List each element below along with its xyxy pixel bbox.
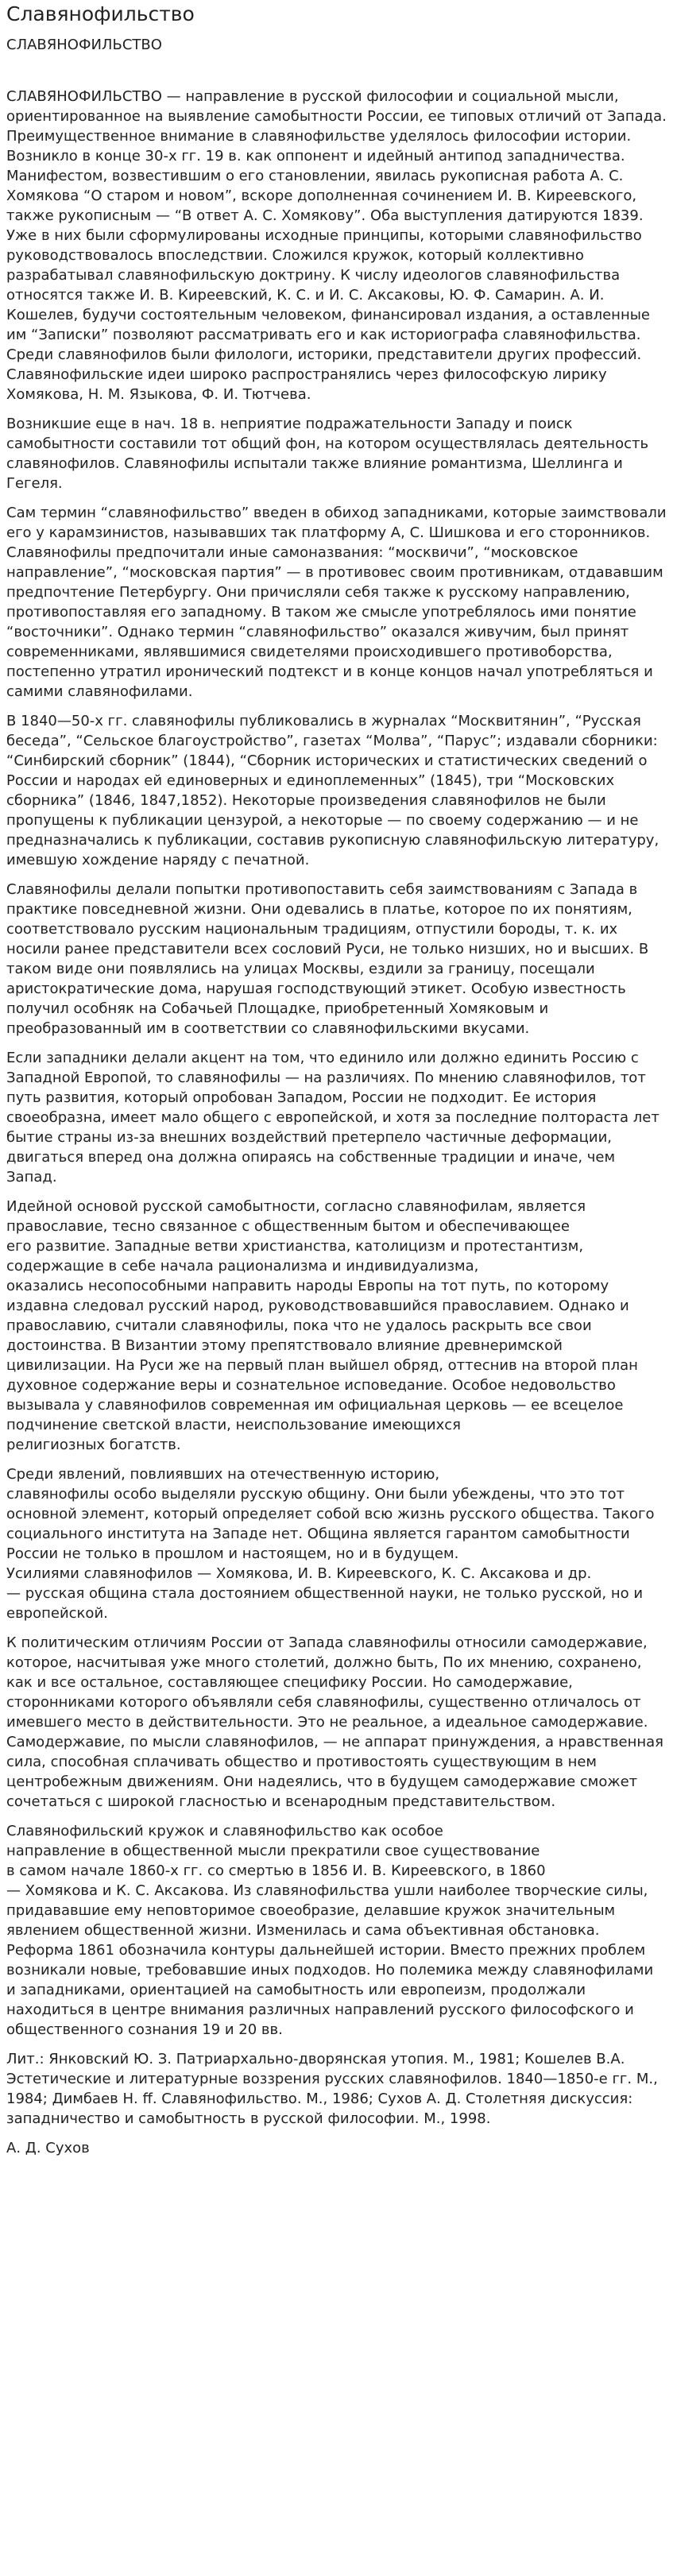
article-paragraph: Идейной основой русской самобытности, согласно славянофилам, является православие, тесно связанное с общественным бытом и обеспечивающее его развитие. Западные ветви христианства, католицизм и протестантизм, содержащие в себе начала рационализма и индивидуализма, оказались несопособными направить народы Европы на тот путь, по которому издавна следовал русский народ, руководствовавшийся православием. Однако и православию, считали славянофилы, пока что не удалось раскрыть все свои достоинства. В Византии этому препятствовало влияние древнеримской цивилизации. На Руси же на первый план выйшел обряд, оттеснив на второй план духовное содержание веры и сознательное исповедание. Особое недовольство вызывала у славянофилов современная им официальная церковь — ее всецелое подчинение светской власти, неиспользование имеющихся религиозных богатств. xyxy=(6,1197,638,1453)
article-paragraph: Сам термин “славянофильство” введен в обиход западниками, которые заимствовали его у карамзинистов, называвших так платформу А, С. Шишкова и его сторонников. Славянофилы предпочитали иные самоназвания: “москвичи”, “московское направление”, “московская партия” — в противовес своим противникам, отдававшим предпочтение Петербургу. Они причисляли себя также к русскому направлению, противопоставляя его западному. В таком же смысле употреблялось ими понятие “восточники”. Однако термин “славянофильство” оказался живучим, был принят современниками, являвшимися свидетелями происходившего противоборства, постепенно утратил иронический подтекст и в конце концов начал употребляться и самими славянофилами. xyxy=(6,504,667,700)
article-paragraph: СЛАВЯНОФИЛЬСТВО — направление в русской философии и социальной мысли, ориентированное на выявление самобытности России, ее типовых отличий от Запада. Преимущественное внимание в славянофильстве уделялось философии истории. Возникло в конце 30-х гг. 19 в. как оппонент и идейный антипод западничества. Манифестом, возвестившим о его становлении, явилась рукописная работа А. С. Хомякова “О старом и новом”, вскоре дополненная сочинением И. В. Киреевского, также рукописным — “В ответ А. С. Хомякову”. Оба выступления датируются 1839. Уже в них были сформулированы исходные принципы, которыми славянофильство руководствовалось впоследствии. Сложился кружок, который коллективно разрабатывал славянофильскую доктрину. К числу идеологов славянофильства относятся также И. В. Киреевский, К. С. и И. С. Аксаковы, Ю. Ф. Самарин. А. И. Кошелев, будучи состоятельным человеком, финансировал издания, а оставленные им “Записки” позволяют рассматривать его и как историографа славянофильства. Среди славянофилов были филологи, историки, представители других профессий. Славянофильские идеи широко распространялись через философскую лирику Хомякова, Н. М. Языкова, Ф. И. Тютчева. xyxy=(6,87,667,403)
article-paragraph: Среди явлений, повлиявших на отечественную историю, славянофилы особо выделяли русскую общину. Они были убеждены, что это тот основной элемент, который определяет собой всю жизнь русского общества. Такого социального института на Западе нет. Община является гарантом самобытности России не только в прошлом и настоящем, но и в будущем. Усилиями славянофилов — Хомякова, И. В. Киреевского, К. С. Аксакова и др. — русская община стала достоянием общественной науки, не только русской, но и европейской. xyxy=(6,1465,655,1622)
article-subtitle: СЛАВЯНОФИЛЬСТВО xyxy=(6,37,162,54)
article-paragraph: Славянофильский кружок и славянофильство как особое направление в общественной мысли прекратили свое существование в самом начале 1860-х гг. со смертью в 1856 И. В. Киреевского, в 1860 — Хомякова и К. С. Аксакова. Из славянофильства ушли наиболее творческие силы, придававшие ему неповторимое своеобразие, делавшие кружок значительным явлением общественной жизни. Изменилась и сама объективная обстановка. Реформа 1861 обозначила контуры дальнейшей истории. Вместо прежних проблем возникали новые, требовавшие иных подходов. Но полемика между славянофилами и западниками, ориентацией на самобытность или европеизм, продолжали находиться в центре внимания различных направлений русского философского и общественного сознания 19 и 20 вв. xyxy=(6,1822,654,2038)
article-paragraph: Если западники делали акцент на том, что единило или должно единить Россию с Западной Европой, то славянофилы — на различиях. По мнению славянофилов, тот путь развития, который опробован Западом, России не подходит. Ее история своеобразна, имеет мало общего с европейской, и хотя за последние полтораста лет бытие страны из-за внешних воздействий претерпело частичные деформации, двигаться вперед она должна опираясь на собственные традиции и иначе, чем Запад. xyxy=(6,1049,659,1186)
article-paragraph: В 1840—50-х гг. славянофилы публиковались в журналах “Москвитянин”, “Русская беседа”, “Сельское благоустройство”, газетах “Молва”, “Парус”; издавали сборники: “Синбирский сборник” (1844), “Сборник исторических и статистических сведений о России и народах ей единоверных и единоплеменных” (1845), три “Московских сборника” (1846, 1847,1852). Некоторые произведения славянофилов не были пропущены к публикации цензурой, а некоторые — по своему содержанию — и не предназначались к публикации, составив рукописную славянофильскую литературу, имевшую хождение наряду с печатной. xyxy=(6,712,659,868)
literature-references: Лит.: Янковский Ю. З. Патриархально-дворянская утопия. М., 1981; Кошелев В.А. Эстетические и литературные воззрения русских славянофилов. 1840—1850-е гг. М., 1984; Димбаев Н. ff. Славянофильство. М., 1986; Сухов А. Д. Столетняя дискуссия: западничество и самобытность в русской философии. М., 1998. xyxy=(6,2050,658,2127)
article-paragraph: Славянофилы делали попытки противопоставить себя заимствованиям с Запада в практике повседневной жизни. Они одевались в платье, которое по их понятиям, соответствовало русским национальным традициям, отпустили бороды, т. к. их носили ранее представители всех сословий Руси, не только низших, но и высших. В таком виде они появлялись на улицах Москвы, ездили за границу, посещали аристократические дома, нарушая господствующий этикет. Особую известность получил особняк на Собачьей Площадке, приобретенный Хомяковым и преобразованный им в соответствии со славянофильскими вкусами. xyxy=(6,880,649,1037)
page-title: Славянофильство xyxy=(6,2,195,25)
article-paragraph: Возникшие еще в нач. 18 в. неприятие подражательности Западу и поиск самобытности составили тот общий фон, на котором осуществлялась деятельность славянофилов. Славянофилы испытали также влияние романтизма, Шеллинга и Гегеля. xyxy=(6,415,649,492)
article-paragraph: К политическим отличиям России от Запада славянофилы относили самодержавие, которое, насчитывая уже много столетий, должно быть, По их мнению, сохранено, как и все остальное, составляющее специфику России. Но самодержавие, сторонниками которого объявляли себя славянофилы, существенно отличалось от имевшего место в действительности. Это не реальное, а идеальное самодержавие. Самодержавие, по мысли славянофилов, — не аппарат принуждения, а нравственная сила, способная сплачивать общество и противостоять существующим в нем центробежным движениям. Они надеялись, что в будущем самодержавие сможет сочетаться с широкой гласностью и всенародным представительством. xyxy=(6,1634,664,1810)
article-author: А. Д. Сухов xyxy=(6,2139,90,2156)
